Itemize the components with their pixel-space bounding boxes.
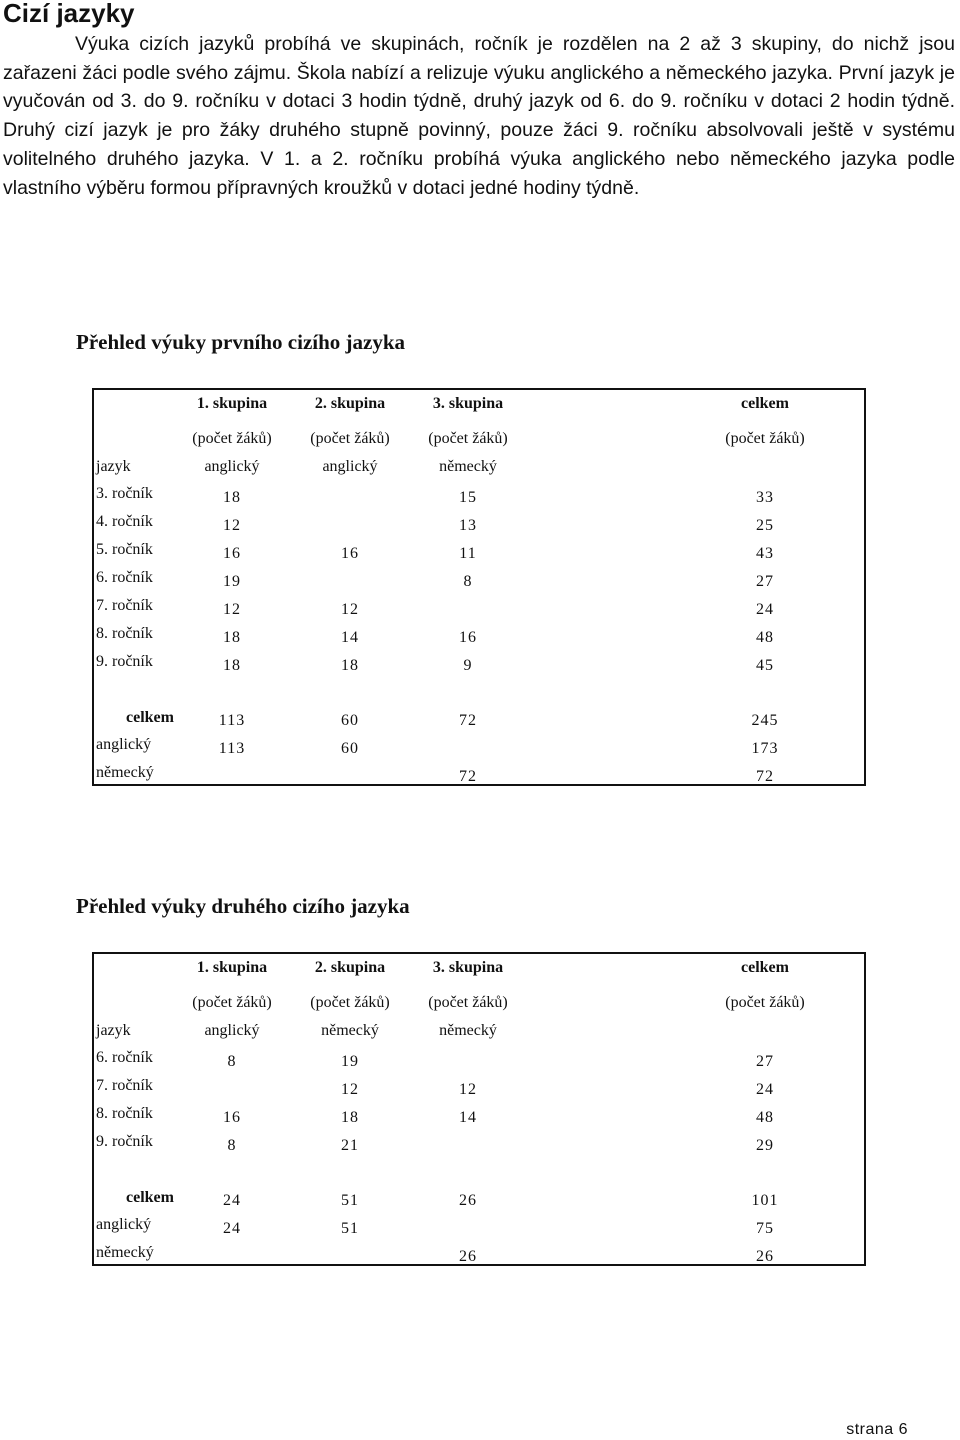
row-g2: 12: [341, 601, 359, 618]
row-total: 24: [756, 1081, 774, 1098]
summary-total: 72: [756, 768, 774, 785]
header-group3: 3. skupina: [432, 959, 504, 976]
row-g1: 16: [223, 1109, 241, 1126]
row-g1: 18: [223, 489, 241, 506]
row-g3: 16: [459, 629, 477, 646]
row-total: 48: [756, 629, 774, 646]
first-language-table: [92, 388, 866, 786]
row-total: 24: [756, 601, 774, 618]
lang-group3: německý: [439, 1022, 497, 1039]
row-label: 9. ročník: [96, 653, 153, 670]
subheader-group3: (počet žáků): [428, 430, 508, 447]
summary-g1: 24: [223, 1220, 241, 1237]
table2-title: Přehled výuky druhého cizího jazyka: [76, 894, 410, 918]
row-label: 8. ročník: [96, 625, 153, 642]
lang-row-label: jazyk: [96, 1022, 131, 1039]
page-heading: Cizí jazyky: [3, 0, 135, 28]
row-total: 43: [756, 545, 774, 562]
row-g1: 8: [227, 1137, 237, 1154]
subheader-total: (počet žáků): [725, 994, 805, 1011]
row-total: 45: [756, 657, 774, 674]
summary-g2: 60: [341, 712, 359, 729]
summary-label: celkem: [126, 709, 174, 726]
row-g1: 12: [223, 601, 241, 618]
second-language-table: [92, 952, 866, 1266]
header-group2: 2. skupina: [314, 395, 386, 412]
summary-total: 75: [756, 1220, 774, 1237]
row-g2: 18: [341, 657, 359, 674]
row-g3: 15: [459, 489, 477, 506]
row-g2: 19: [341, 1053, 359, 1070]
summary-label: německý: [96, 1244, 154, 1261]
summary-label: celkem: [126, 1189, 174, 1206]
row-g1: 16: [223, 545, 241, 562]
summary-g2: 60: [341, 740, 359, 757]
summary-label: anglický: [96, 736, 152, 753]
header-total: celkem: [741, 395, 789, 412]
row-label: 9. ročník: [96, 1133, 153, 1150]
subheader-group3: (počet žáků): [428, 994, 508, 1011]
subheader-group2: (počet žáků): [310, 430, 390, 447]
summary-g3: 26: [459, 1192, 477, 1209]
summary-g3: 72: [459, 712, 477, 729]
row-g3: 9: [463, 657, 473, 674]
row-g2: 12: [341, 1081, 359, 1098]
row-total: 29: [756, 1137, 774, 1154]
summary-g1: 113: [218, 740, 246, 757]
row-label: 6. ročník: [96, 1049, 153, 1066]
table1-title: Přehled výuky prvního cizího jazyka: [76, 330, 406, 354]
row-total: 48: [756, 1109, 774, 1126]
row-g1: 12: [223, 517, 241, 534]
row-g1: 18: [223, 657, 241, 674]
row-total: 25: [756, 517, 774, 534]
summary-g2: 51: [341, 1220, 359, 1237]
row-label: 4. ročník: [96, 513, 153, 530]
header-group1: 1. skupina: [196, 395, 268, 412]
row-total: 27: [756, 573, 774, 590]
page-number: strana 6: [846, 1421, 908, 1438]
summary-g2: 51: [341, 1192, 359, 1209]
row-label: 7. ročník: [96, 1077, 153, 1094]
summary-total: 245: [751, 712, 779, 729]
summary-g1: 24: [223, 1192, 241, 1209]
row-g1: 18: [223, 629, 241, 646]
summary-g3: 72: [459, 768, 477, 785]
subheader-group1: (počet žáků): [192, 430, 272, 447]
summary-g3: 26: [459, 1248, 477, 1265]
row-total: 33: [756, 489, 774, 506]
row-g2: 14: [341, 629, 359, 646]
lang-row-label: jazyk: [96, 458, 131, 475]
row-g3: 14: [459, 1109, 477, 1126]
summary-label: anglický: [96, 1216, 152, 1233]
lang-group3: německý: [439, 458, 497, 475]
summary-total: 173: [751, 740, 779, 757]
lang-group2: německý: [321, 1022, 379, 1039]
lang-group1: anglický: [204, 1022, 260, 1039]
subheader-group2: (počet žáků): [310, 994, 390, 1011]
row-label: 6. ročník: [96, 569, 153, 586]
row-label: 8. ročník: [96, 1105, 153, 1122]
header-group3: 3. skupina: [432, 395, 504, 412]
summary-total: 101: [751, 1192, 779, 1209]
summary-label: německý: [96, 764, 154, 781]
header-total: celkem: [741, 959, 789, 976]
row-g1: 19: [223, 573, 241, 590]
subheader-group1: (počet žáků): [192, 994, 272, 1011]
summary-g1: 113: [218, 712, 246, 729]
row-label: 7. ročník: [96, 597, 153, 614]
header-group2: 2. skupina: [314, 959, 386, 976]
lang-group1: anglický: [204, 458, 260, 475]
row-label: 5. ročník: [96, 541, 153, 558]
summary-total: 26: [756, 1248, 774, 1265]
row-g3: 8: [463, 573, 473, 590]
header-group1: 1. skupina: [196, 959, 268, 976]
row-g2: 21: [341, 1137, 359, 1154]
row-g2: 16: [341, 545, 359, 562]
intro-paragraph: Výuka cizích jazyků probíhá ve skupinách, ročník je rozdělen na 2 až 3 skupiny, do nichž jsou zařazeni žáci podle svého zájmu. Škola nabízí a relizuje výuku anglického a německého jazyka. První jazyk je vyučován od 3. do 9. ročníku v dotaci 3 hodin týdně, druhý jazyk od 6. do 9. ročníku v dotaci 2 hodin týdně. Druhý cizí jazyk je pro žáky druhého stupně povinný, pouze žáci 9. ročníku absolvovali ještě v systému volitelného druhého jazyka. V 1. a 2. ročníku probíhá výuka anglického nebo německého jazyka podle vlastního výběru formou přípravných kroužků v dotaci jedné hodiny týdně.: [3, 33, 955, 199]
row-total: 27: [756, 1053, 774, 1070]
row-g3: 11: [459, 545, 477, 562]
row-g3: 12: [459, 1081, 477, 1098]
row-g3: 13: [459, 517, 477, 534]
lang-group2: anglický: [322, 458, 378, 475]
row-g2: 18: [341, 1109, 359, 1126]
row-label: 3. ročník: [96, 485, 153, 502]
subheader-total: (počet žáků): [725, 430, 805, 447]
row-g1: 8: [227, 1053, 237, 1070]
